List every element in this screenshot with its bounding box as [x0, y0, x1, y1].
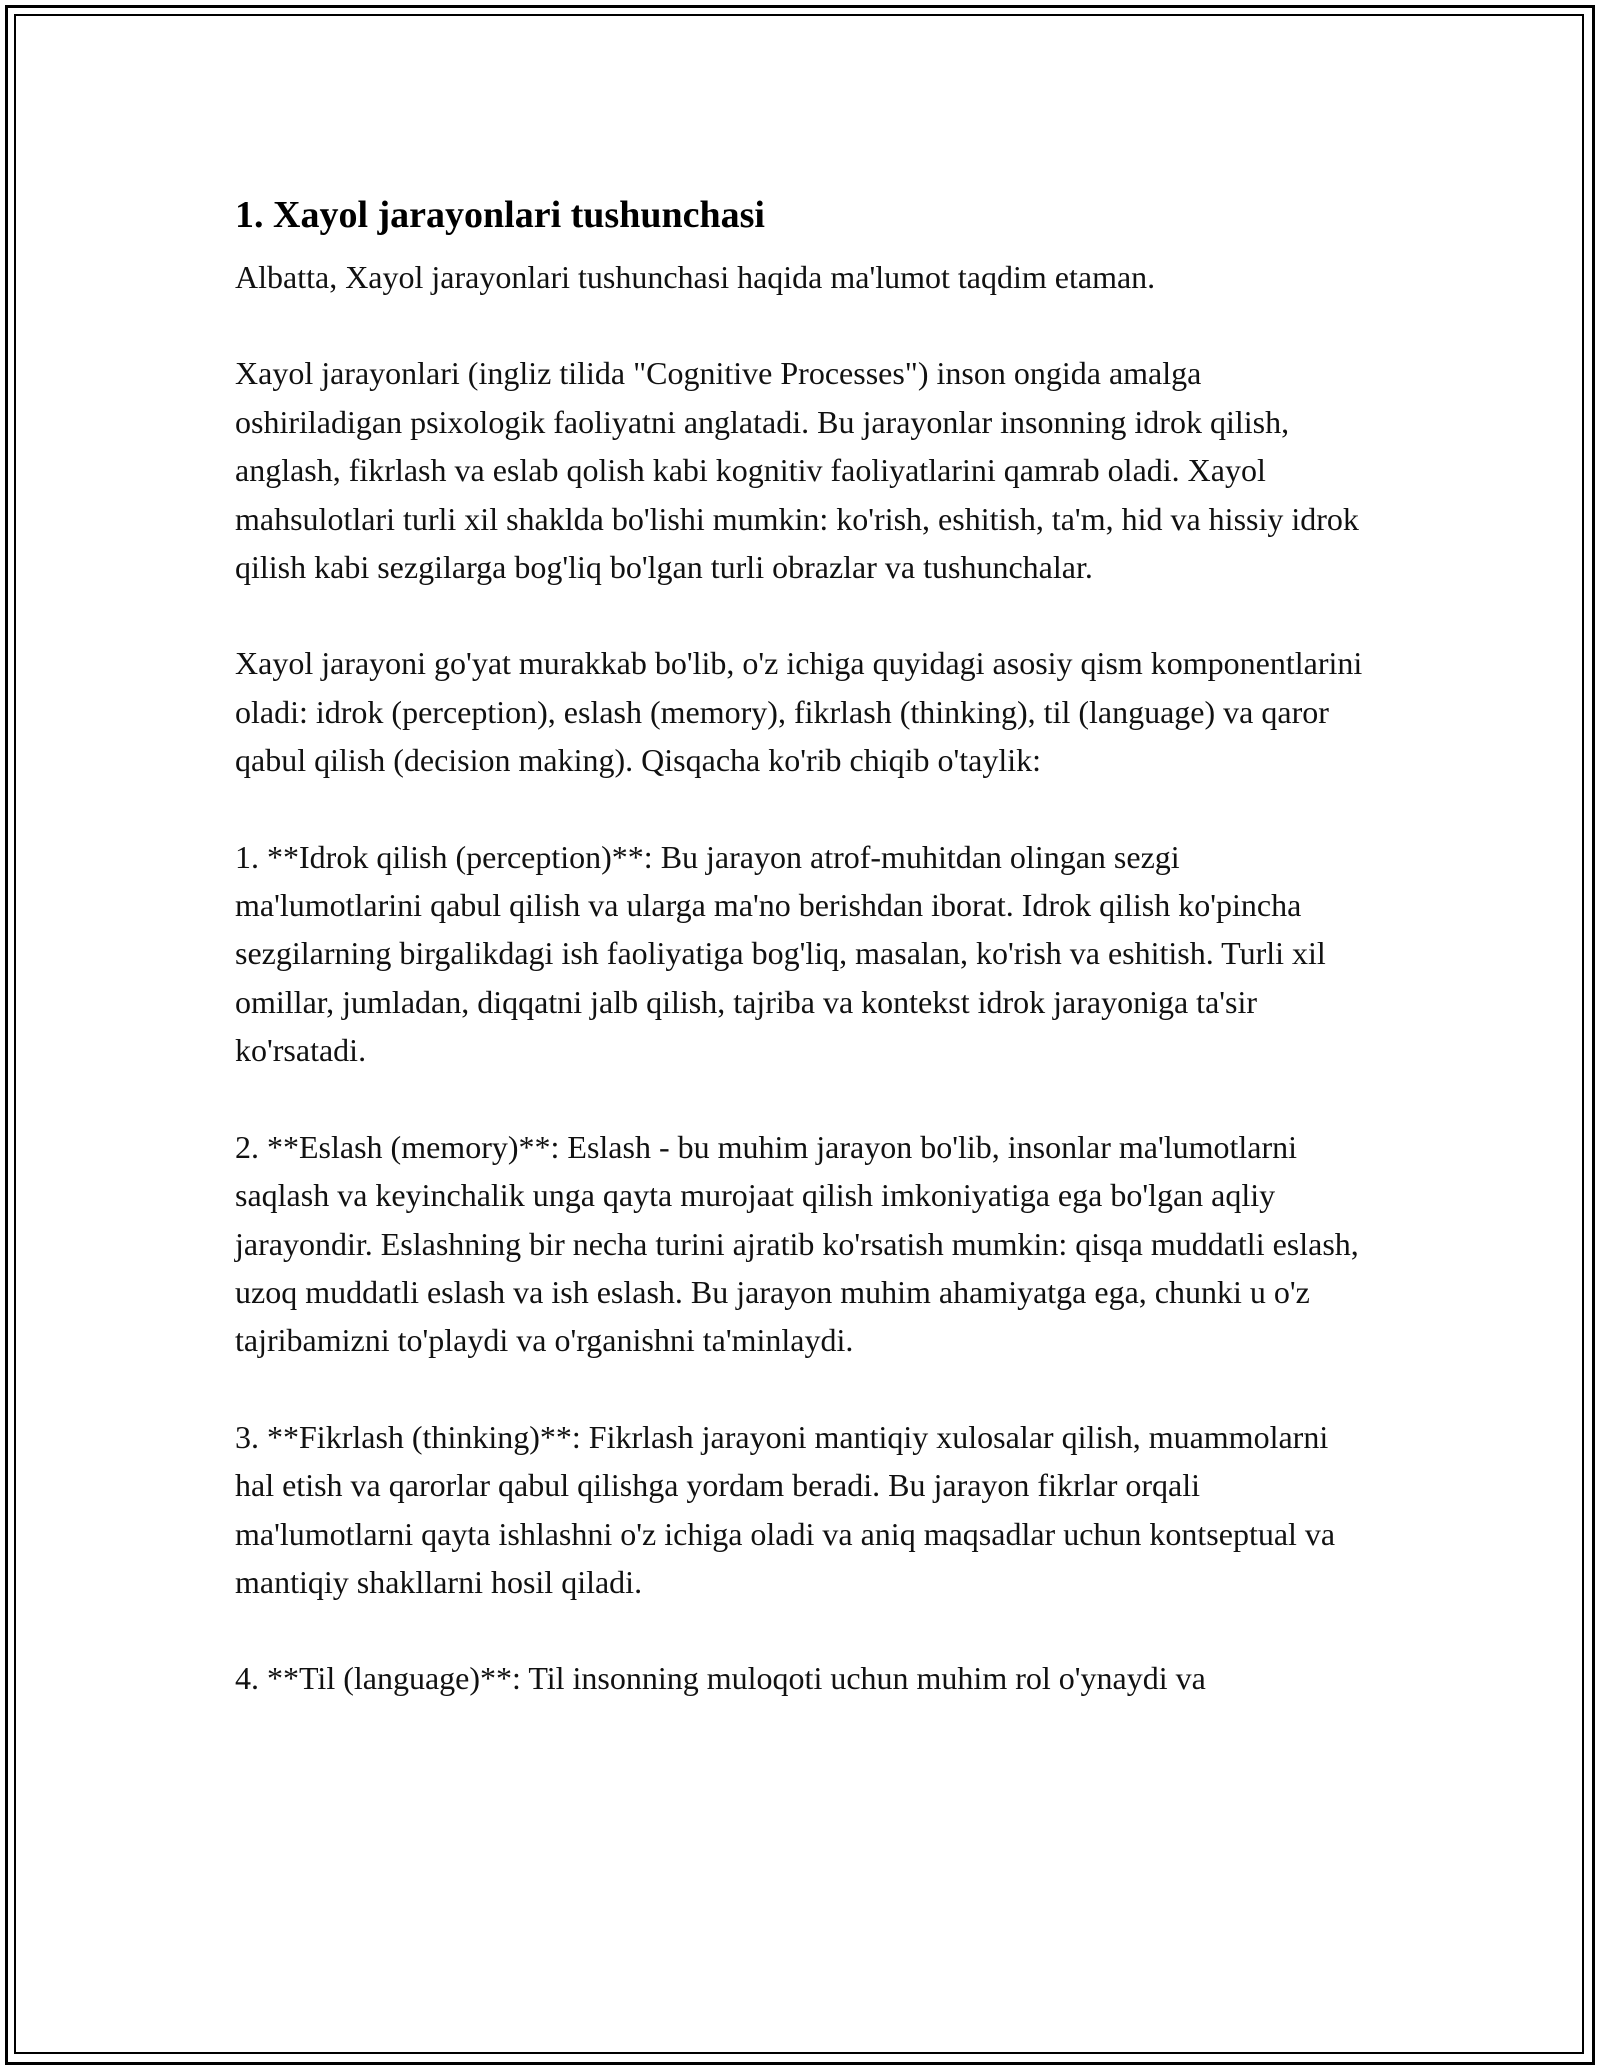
- paragraph-intro: Albatta, Xayol jarayonlari tushunchasi haqida ma'lumot taqdim etaman.: [235, 259, 1156, 295]
- paragraph-definition: Xayol jarayonlari (ingliz tilida "Cognitive Processes") inson ongida amalga oshiriladigan psixologik faoliyatni anglatadi. Bu jarayonlar insonning idrok qilish, anglash, fikrlash va eslab qolish kabi kognitiv faoliyatlarini qamrab oladi. Xayol mahsulotlari turli xil shaklda bo'lishi mumkin: ko'rish, eshitish, ta'm, hid va hissiy idrok qilish kabi sezgilarga bog'liq bo'lgan turli obrazlar va tushunchalar.: [235, 355, 1359, 586]
- paragraph-components: Xayol jarayoni go'yat murakkab bo'lib, o'z ichiga quyidagi asosiy qism komponentlarini oladi: idrok (perception), eslash (memory), fikrlash (thinking), til (language) va qaror qabul qilish (decision making). Qisqacha ko'rib chiqib o'taylik:: [235, 645, 1363, 779]
- document-body: [235, 185, 1365, 1703]
- section-heading: 1. Xayol jarayonlari tushunchasi: [235, 194, 765, 236]
- list-item-language: 4. **Til (language)**: Til insonning muloqoti uchun muhim rol o'ynaydi va: [235, 1660, 1206, 1697]
- list-item-memory: 2. **Eslash (memory)**: Eslash - bu muhim jarayon bo'lib, insonlar ma'lumotlarni saqlash va keyinchalik unga qayta murojaat qilish imkoniyatiga ega bo'lgan aqliy jarayondir. Eslashning bir necha turini ajratib ko'rsatish mumkin: qisqa muddatli eslash, uzoq muddatli eslash va ish eslash. Bu jarayon muhim ahamiyatga ega, chunki u o'z tajribamizni to'playdi va o'rganishni ta'minlaydi.: [235, 1128, 1359, 1359]
- list-item-thinking: 3. **Fikrlash (thinking)**: Fikrlash jarayoni mantiqiy xulosalar qilish, muammolarni hal etish va qarorlar qabul qilishga yordam beradi. Bu jarayon fikrlar orqali ma'lumotlarni qayta ishlashni o'z ichiga oladi va aniq maqsadlar uchun kontseptual va mantiqiy shakllarni hosil qiladi.: [235, 1418, 1336, 1600]
- list-item-perception: 1. **Idrok qilish (perception)**: Bu jarayon atrof-muhitdan olingan sezgi ma'lumotlarini qabul qilish va ularga ma'no berishdan iborat. Idrok qilish ko'pincha sezgilarning birgalikdagi ish faoliyatiga bog'liq, masalan, ko'rish va eshitish. Turli xil omillar, jumladan, diqqatni jalb qilish, tajriba va kontekst idrok jarayoniga ta'sir ko'rsatadi.: [235, 838, 1326, 1069]
